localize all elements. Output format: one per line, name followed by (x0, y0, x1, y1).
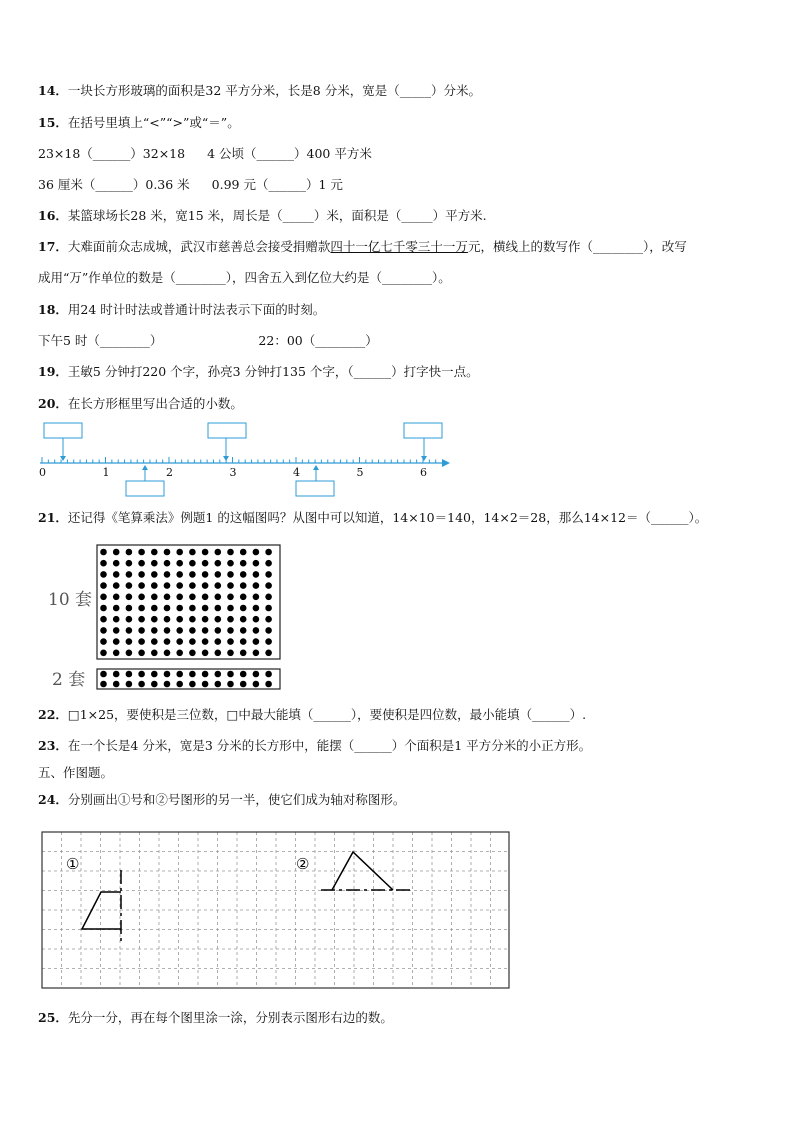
dot (113, 594, 120, 601)
dot (215, 638, 222, 645)
figure-2-label: ② (296, 855, 310, 873)
dot (253, 605, 260, 612)
dot (189, 616, 196, 623)
dot (151, 594, 158, 601)
dot (240, 594, 247, 601)
dot (138, 627, 145, 634)
dot (202, 594, 209, 601)
dot (100, 616, 107, 623)
dots-2-sets (100, 671, 272, 688)
dot (100, 582, 107, 589)
dot (113, 650, 120, 657)
axis-arrow (442, 459, 450, 467)
compare-item: 36 厘米（______）0.36 米 (38, 177, 190, 192)
question-text: 一块长方形玻璃的面积是32 平方分米，长是8 分米，宽是（_____）分米。 (67, 83, 481, 98)
dot (176, 627, 183, 634)
dot (176, 671, 183, 678)
dot (113, 560, 120, 567)
dot (100, 681, 107, 688)
dot (215, 650, 222, 657)
question-22 (38, 707, 586, 723)
dot (227, 627, 234, 634)
dot (126, 549, 133, 556)
dot (227, 650, 234, 657)
dot (151, 650, 158, 657)
dot (176, 594, 183, 601)
dot (138, 582, 145, 589)
answer-box-top-2[interactable] (208, 423, 246, 461)
question-number: 17． (38, 239, 68, 254)
question-number: 23． (38, 738, 68, 753)
dot (253, 616, 260, 623)
dot (265, 681, 272, 688)
dot (215, 627, 222, 634)
dot (227, 605, 234, 612)
dot (113, 582, 120, 589)
dot (151, 627, 158, 634)
dot (113, 627, 120, 634)
dot (253, 627, 260, 634)
dot (176, 638, 183, 645)
dot (215, 549, 222, 556)
dot (164, 549, 171, 556)
dot (151, 671, 158, 678)
dot (151, 560, 158, 567)
dot-box-10 (97, 545, 280, 659)
question-text-cont: 元，横线上的数写作（________），改写 (467, 239, 687, 254)
number-line-axis (39, 457, 450, 479)
question-number: 15． (38, 115, 68, 130)
dot (227, 571, 234, 578)
dot (202, 560, 209, 567)
dot (164, 594, 171, 601)
dot (227, 582, 234, 589)
dot (138, 650, 145, 657)
dot (202, 627, 209, 634)
dot (164, 638, 171, 645)
dot (215, 571, 222, 578)
dot (113, 549, 120, 556)
dot (164, 605, 171, 612)
dot (151, 605, 158, 612)
dot (113, 638, 120, 645)
dot (265, 571, 272, 578)
dot (240, 571, 247, 578)
dot (253, 650, 260, 657)
question-text: 王敏5 分钟打220 个字，孙亮3 分钟打135 个字，（______）打字快一点。 (67, 364, 479, 379)
dot (253, 571, 260, 578)
question-25 (38, 1010, 393, 1026)
question-text: 在长方形框里写出合适的小数。 (67, 396, 243, 411)
dot (202, 681, 209, 688)
dot (240, 560, 247, 567)
tick-label: 3 (229, 466, 237, 479)
dot (227, 681, 234, 688)
dot (202, 605, 209, 612)
dot (215, 616, 222, 623)
compare-item: 4 公顷（______）400 平方米 (207, 146, 372, 161)
underlined-number-words: 四十一亿七千零三十一万 (330, 239, 468, 254)
time-item: 22：00（________） (258, 333, 378, 348)
dot (164, 627, 171, 634)
question-text: 先分一分，再在每个图里涂一涂，分别表示图形右边的数。 (67, 1010, 393, 1025)
dot (164, 681, 171, 688)
question-19 (38, 364, 479, 380)
question-number: 22． (38, 707, 68, 722)
dot (126, 594, 133, 601)
dot (126, 671, 133, 678)
dot (215, 560, 222, 567)
question-text: 在括号里填上“<”“>”或“＝”。 (67, 115, 240, 130)
dot (100, 571, 107, 578)
question-17-line-2 (38, 270, 451, 286)
answer-box-top-1[interactable] (44, 423, 82, 461)
question-15 (38, 115, 240, 131)
question-number: 14． (38, 83, 68, 98)
tick-label: 0 (39, 466, 46, 479)
dot (227, 638, 234, 645)
dot (189, 650, 196, 657)
dot (176, 605, 183, 612)
dot (138, 571, 145, 578)
dot (176, 582, 183, 589)
number-line-figure (30, 418, 460, 500)
dot (126, 582, 133, 589)
question-number: 25． (38, 1010, 68, 1025)
section-5-title: 五、作图题。 (38, 765, 114, 780)
dots-10-sets (100, 549, 272, 656)
question-text: 用24 时计时法或普通计时法表示下面的时刻。 (67, 302, 326, 317)
dot (189, 627, 196, 634)
dot (189, 671, 196, 678)
dot (265, 605, 272, 612)
dot (126, 616, 133, 623)
dot (253, 638, 260, 645)
q15-row-2 (38, 177, 343, 193)
dot (215, 681, 222, 688)
dot (265, 671, 272, 678)
dot (253, 671, 260, 678)
question-text: 还记得《笔算乘法》例题1 的这幅图吗？从图中可以知道，14×10＝140，14×2＝28，那么14×12＝（______）。 (67, 510, 708, 525)
question-16 (38, 208, 487, 224)
dot (113, 671, 120, 678)
dot (126, 627, 133, 634)
dot (202, 616, 209, 623)
dot (189, 594, 196, 601)
dot (202, 549, 209, 556)
dot (164, 571, 171, 578)
dot (176, 560, 183, 567)
dot (138, 605, 145, 612)
dot (253, 582, 260, 589)
dot (138, 638, 145, 645)
dot (240, 671, 247, 678)
question-text: □1×25，要使积是三位数，□中最大能填（______），要使积是四位数，最小能填（______）. (67, 707, 587, 722)
dot (227, 594, 234, 601)
dot (240, 549, 247, 556)
dot (126, 638, 133, 645)
dot (126, 650, 133, 657)
dot-array-figure (40, 540, 290, 695)
question-number: 20． (38, 396, 68, 411)
dot (189, 560, 196, 567)
dot (240, 650, 247, 657)
figure-1-label: ① (66, 855, 80, 873)
question-20 (38, 396, 243, 412)
dot (138, 671, 145, 678)
dot (240, 616, 247, 623)
dot (189, 681, 196, 688)
dot (138, 681, 145, 688)
dot (164, 616, 171, 623)
dot (215, 605, 222, 612)
dot (164, 560, 171, 567)
dot (113, 605, 120, 612)
question-number: 19． (38, 364, 68, 379)
dot (215, 594, 222, 601)
dot (151, 571, 158, 578)
dot (202, 671, 209, 678)
dot (215, 671, 222, 678)
question-text: 分别画出①号和②号图形的另一半，使它们成为轴对称图形。 (67, 792, 406, 807)
dot (227, 560, 234, 567)
dot (253, 549, 260, 556)
dot (100, 627, 107, 634)
dot (138, 616, 145, 623)
label-2-sets: 2 套 (52, 670, 86, 690)
dot (151, 681, 158, 688)
dot (265, 627, 272, 634)
tick-label: 1 (102, 466, 110, 479)
dot (253, 560, 260, 567)
dot (253, 681, 260, 688)
question-number: 18． (38, 302, 68, 317)
q15-row-1 (38, 146, 372, 162)
dot-box-2 (97, 669, 280, 689)
dot (240, 681, 247, 688)
dot (189, 549, 196, 556)
label-10-sets: 10 套 (48, 590, 93, 610)
dot (100, 671, 107, 678)
dot (113, 571, 120, 578)
dot (126, 571, 133, 578)
dot (227, 549, 234, 556)
figure-1-half-trapezoid (82, 870, 121, 945)
dot (189, 638, 196, 645)
question-18-answers (38, 333, 378, 349)
question-number: 21． (38, 510, 68, 525)
dot (202, 571, 209, 578)
compare-item: 0.99 元（______）1 元 (211, 177, 343, 192)
dot (227, 616, 234, 623)
dot (265, 582, 272, 589)
dot (265, 616, 272, 623)
compare-item: 23×18（______）32×18 (38, 146, 186, 161)
answer-box-bottom-2[interactable] (296, 465, 334, 496)
dot (265, 594, 272, 601)
dot (113, 616, 120, 623)
tick-label: 5 (356, 466, 364, 479)
question-21 (38, 510, 707, 526)
dot (100, 594, 107, 601)
dot (176, 549, 183, 556)
dot (265, 560, 272, 567)
dot (138, 549, 145, 556)
dot (253, 594, 260, 601)
dot (240, 605, 247, 612)
dot (265, 650, 272, 657)
question-number: 24． (38, 792, 68, 807)
question-24 (38, 792, 405, 808)
tick-label: 4 (293, 466, 300, 479)
dot (138, 560, 145, 567)
dot (151, 616, 158, 623)
dot (100, 560, 107, 567)
dot (100, 605, 107, 612)
dashed-grid (42, 832, 509, 988)
question-23 (38, 738, 591, 754)
dot (202, 582, 209, 589)
dot (164, 582, 171, 589)
dot (151, 582, 158, 589)
tick-label: 6 (420, 466, 427, 479)
dot (240, 638, 247, 645)
dot (202, 638, 209, 645)
question-17 (38, 239, 687, 255)
dot (164, 650, 171, 657)
question-text: 在一个长是4 分米，宽是3 分米的长方形中，能摆（______）个面积是1 平方分米的小正方形。 (67, 738, 592, 753)
question-text: 大难面前众志成城，武汉市慈善总会接受捐赠款 (67, 239, 331, 254)
dot (151, 549, 158, 556)
dot (227, 671, 234, 678)
dot (189, 605, 196, 612)
answer-box-top-3[interactable] (404, 423, 442, 461)
question-number: 16． (38, 208, 68, 223)
section-heading (38, 765, 113, 781)
dot (240, 582, 247, 589)
dot (215, 582, 222, 589)
dot (126, 605, 133, 612)
dot (138, 594, 145, 601)
dot (176, 681, 183, 688)
dot (100, 650, 107, 657)
answer-box-bottom-1[interactable] (126, 465, 164, 496)
dot (240, 627, 247, 634)
dot (189, 571, 196, 578)
dot (176, 571, 183, 578)
dot (100, 638, 107, 645)
question-text: 成用“万”作单位的数是（________），四舍五入到亿位大约是（________）。 (38, 270, 451, 285)
dot (176, 616, 183, 623)
dot (151, 638, 158, 645)
dot (126, 560, 133, 567)
symmetry-grid-figure (40, 830, 515, 992)
dot (176, 650, 183, 657)
dot (265, 549, 272, 556)
tick-label: 2 (166, 466, 173, 479)
question-14 (38, 83, 481, 99)
dot (126, 681, 133, 688)
dot (189, 582, 196, 589)
time-item: 下午5 时（________） (38, 333, 163, 348)
question-18 (38, 302, 325, 318)
question-text: 某篮球场长28 米，宽15 米，周长是（_____）米，面积是（_____）平方米. (67, 208, 487, 223)
dot (164, 671, 171, 678)
dot (113, 681, 120, 688)
dot (202, 650, 209, 657)
dot (100, 549, 107, 556)
dot (265, 638, 272, 645)
